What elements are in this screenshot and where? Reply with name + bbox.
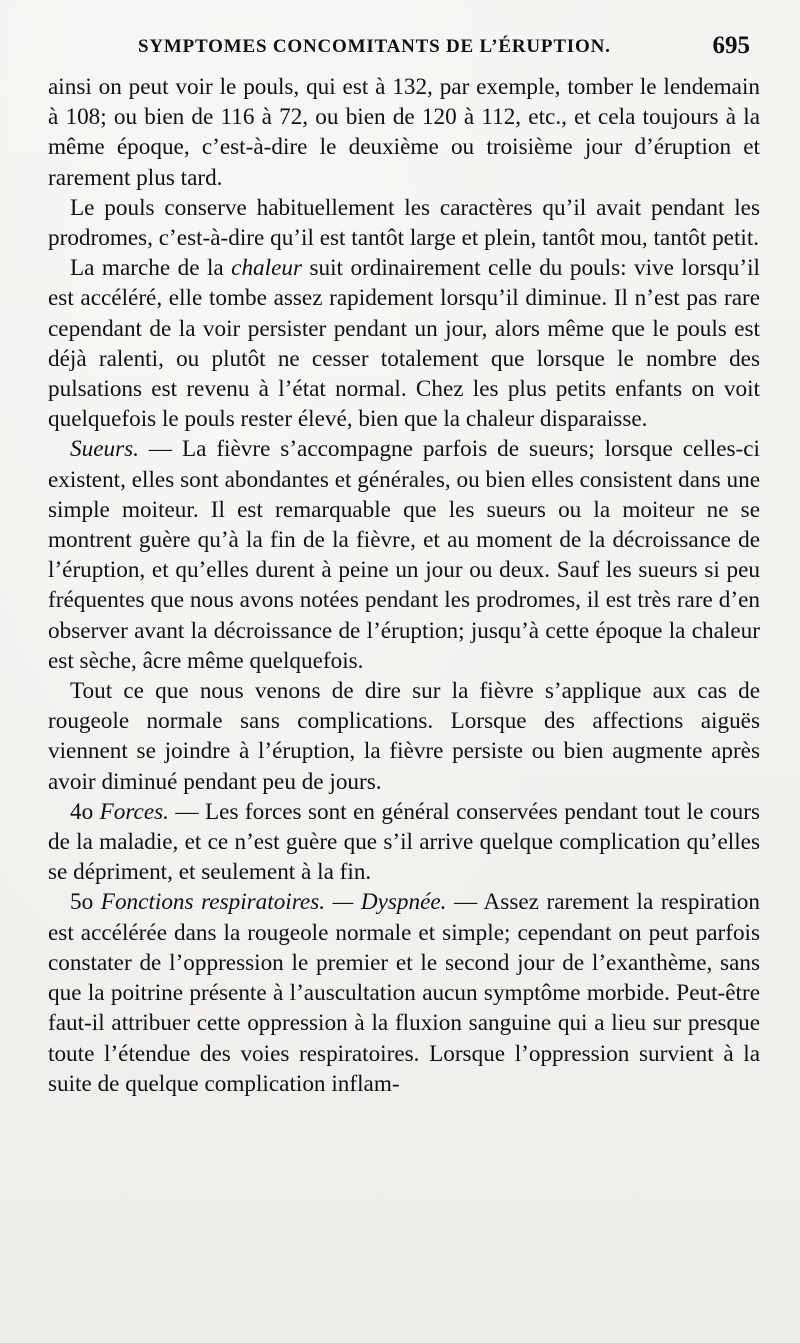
paragraph-number: 5o [70,889,101,916]
body-text [48,72,760,1099]
paragraph-heat [48,253,760,434]
italic-term-chaleur: chaleur [231,255,303,282]
paragraph-text: — Assez rarement la respiration est accélérée dans la rougeole normale et simple; cependant on peut parfois constater de l’oppression le premier et le second jour de l’exanthème, sans que la poitrine présente à l’auscultation aucun symptôme morbide. Peut-être faut-il attribuer cette oppression à la fluxion sanguine qui a lieu sur presque toute l’étendue des voies respiratoires. Lorsque l’oppression survient à la suite de quelque complication inflam- [48,889,760,1097]
paragraph-text: — La fièvre s’accompagne parfois de sueurs; lorsque celles-ci existent, elles sont abondantes et générales, ou bien elles consistent dans une simple moiteur. Il est remarquable que les sueurs ou la moiteur ne se montrent guère qu’à la fin de la fièvre, et au moment de la décroissance de l’éruption, et qu’elles durent à peine un jour ou deux. Sauf les sueurs si peu fréquentes que nous avons notées pendant les prodromes, il est très rare d’en observer avant la décroissance de l’éruption; jusqu’à cette époque la chaleur est sèche, âcre même quelquefois. [48,436,760,674]
paragraph-text: Tout ce que nous venons de dire sur la fièvre s’applique aux cas de rougeole normale sans complications. Lorsque des affections aiguës viennent se joindre à l’éruption, la fièvre persiste ou bien augmente après avoir diminué pendant peu de jours. [48,678,760,795]
paragraph-text: ainsi on peut voir le pouls, qui est à 132, par exemple, tomber le lendemain à 108; ou bien de 116 à 72, ou bien de 120 à 112, etc., et cela toujours à la même époque, c’est-à-dire le deuxième ou troisième jour d’éruption et rarement plus tard. [48,74,760,191]
running-head: SYMPTOMES CONCOMITANTS DE L’ÉRUPTION. [138,36,611,57]
page-header [138,32,750,68]
paragraph-sweats [48,434,760,676]
paragraph-lead: La marche de la [70,255,232,282]
paragraph-respiration [48,887,760,1098]
section-heading-forces: Forces. [99,798,169,825]
paragraph-pulse-character [48,193,760,253]
page-number: 695 [712,32,750,59]
paragraph-text: — Les forces sont en général conservées pendant tout le cours de la maladie, et ce n’est guère que s’il arrive quelque complication qu’elles se dépriment, et seulement à la fin. [48,798,760,886]
section-heading-sueurs: Sueurs. [70,436,139,463]
paragraph-number: 4o [70,798,100,825]
paragraph-strength [48,797,760,888]
paragraph-text: suit ordinairement celle du pouls: vive lorsqu’il est accéléré, elle tombe assez rapidement lorsqu’il diminue. Il n’est pas rare cependant de la voir persister pendant un jour, alors même que le pouls est déjà ralenti, ou plutôt ne cesser totalement que lorsque le nombre des pulsations est revenu à l’état normal. Chez les plus petits enfants on voit quelquefois le pouls rester élevé, bien que la chaleur disparaisse. [48,255,760,433]
paragraph-text: Le pouls conserve habituellement les caractères qu’il avait pendant les prodromes, c’est-à-dire qu’il est tantôt large et plein, tantôt mou, tantôt petit. [48,194,760,252]
section-heading-respiration: Fonctions respiratoires. — Dyspnée. [100,889,447,916]
paragraph-complications [48,676,760,797]
paragraph-pulse-drop [48,72,760,193]
